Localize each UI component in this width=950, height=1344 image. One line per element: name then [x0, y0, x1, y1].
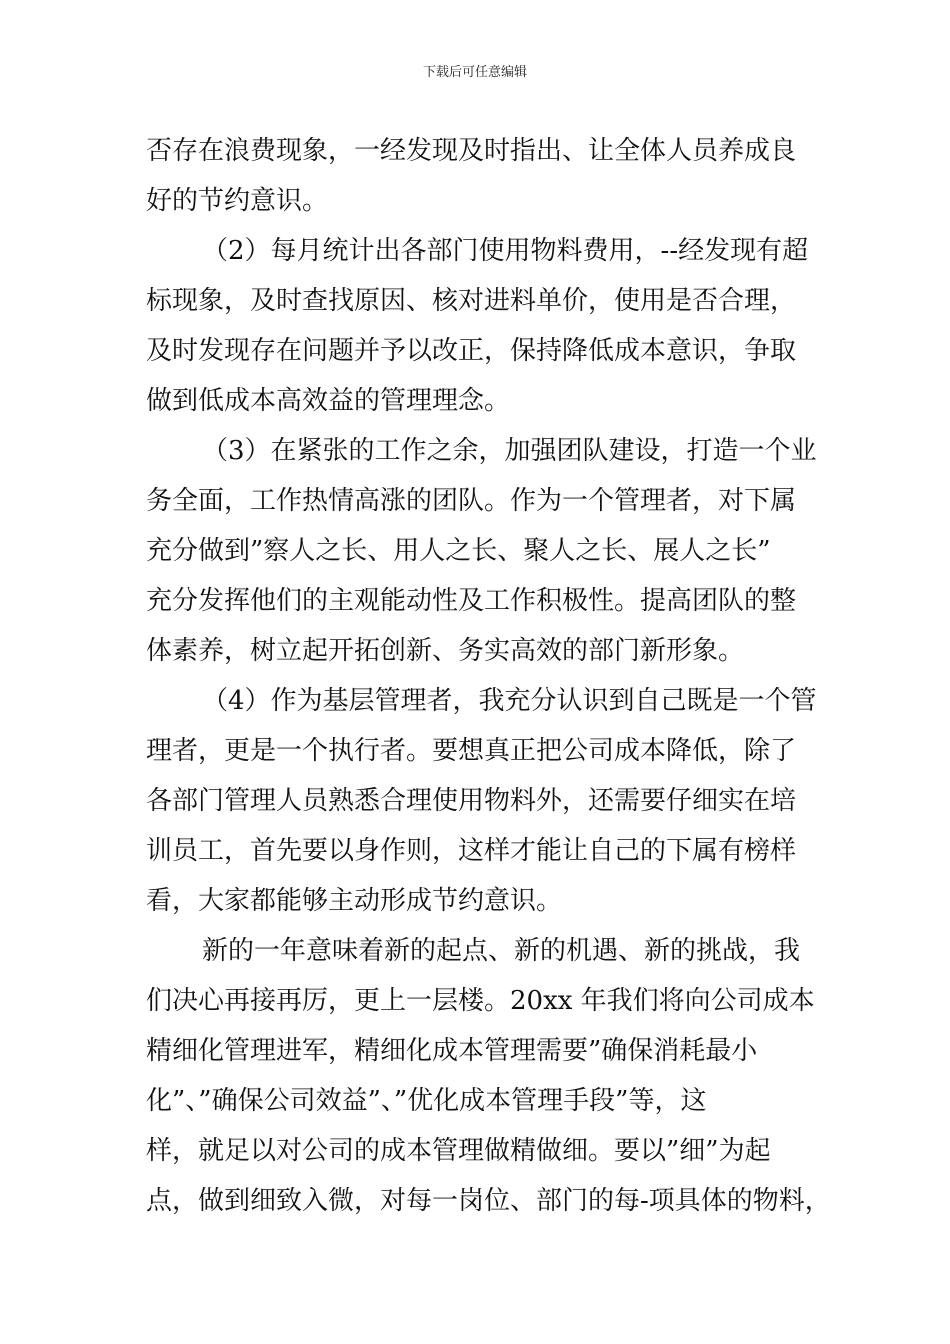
paragraph-first-line: （2）每月统计出各部门使用物料费用，--经发现有超 — [202, 236, 809, 266]
text-line: 务全面，工作热情高涨的团队。作为一个管理者，对下属 — [146, 486, 797, 516]
text-line: 样，就足以对公司的成本管理做精做细。要以”细”为起 — [146, 1136, 771, 1166]
page-header: 下载后可任意编辑 — [422, 65, 527, 80]
text-line: 看，大家都能够主动形成节约意识。 — [146, 886, 563, 916]
paragraph-first-line: （3）在紧张的工作之余，加强团队建设，打造一个业 — [202, 436, 817, 466]
text-line: 充分发挥他们的主观能动性及工作积极性。提高团队的整 — [146, 586, 797, 616]
text-line: 体素养，树立起开拓创新、务实高效的部门新形象。 — [146, 636, 745, 666]
text-line: 做到低成本高效益的管理理念。 — [146, 386, 511, 416]
text-line: 理者，更是一个执行者。要想真正把公司成本降低，除了 — [146, 736, 797, 766]
text-line: 及时发现存在问题并予以改正，保持降低成本意识，争取 — [146, 336, 797, 366]
text-line: 标现象，及时查找原因、核对进料单价，使用是否合理， — [146, 286, 797, 316]
text-line: 点，做到细致入微，对每一岗位、部门的每-项具体的物料， — [146, 1186, 831, 1216]
text-line: 化”、”确保公司效益”、”优化成本管理手段”等，这 — [146, 1086, 707, 1116]
text-line: 精细化管理进军，精细化成本管理需要”确保消耗最小 — [146, 1036, 758, 1066]
text-line: 们决心再接再厉，更上一层楼。20xx 年我们将向公司成本 — [146, 986, 815, 1016]
text-line: 各部门管理人员熟悉合理使用物料外，还需要仔细实在培 — [146, 786, 797, 816]
text-line: 好的节约意识。 — [146, 186, 329, 216]
text-line: 否存在浪费现象，一经发现及时指出、让全体人员养成良 — [146, 136, 797, 166]
text-line: 训员工，首先要以身作则，这样才能让自己的下属有榜样 — [146, 836, 797, 866]
text-line: 充分做到”察人之长、用人之长、聚人之长、展人之长” — [146, 536, 771, 566]
paragraph-first-line: 新的一年意味着新的起点、新的机遇、新的挑战，我 — [202, 936, 801, 966]
document-body — [146, 126, 831, 1226]
paragraph-first-line: （4）作为基层管理者，我充分认识到自己既是一个管 — [202, 686, 817, 716]
